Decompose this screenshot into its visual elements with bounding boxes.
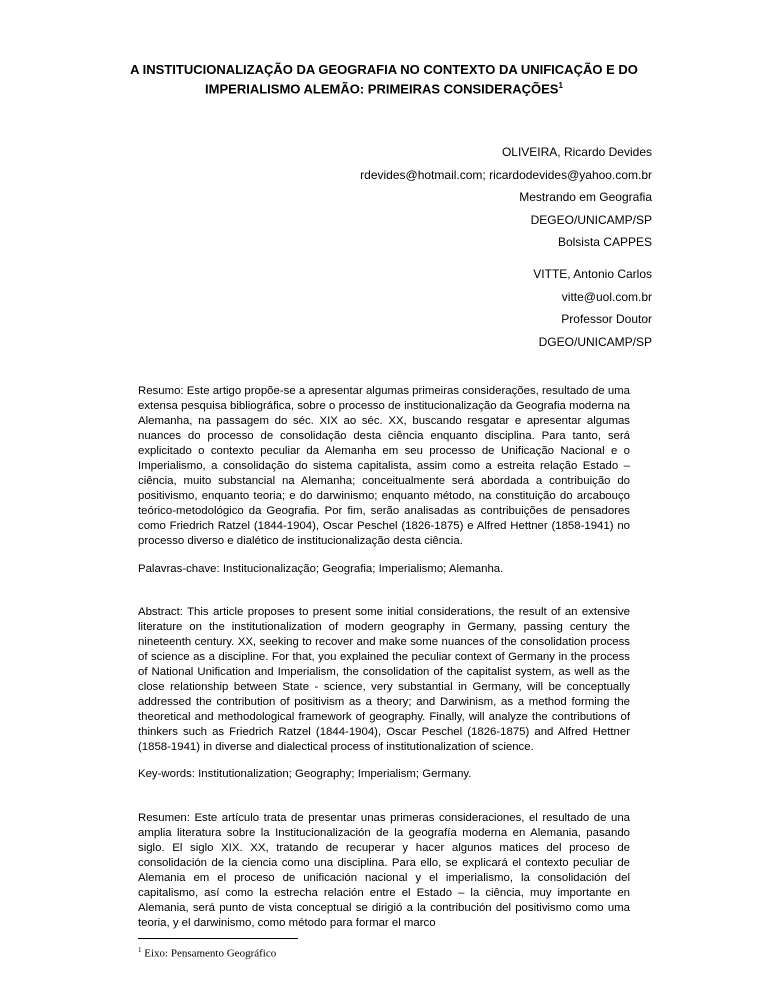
author-1-affiliation [360,145,652,258]
footnote-divider [138,938,298,939]
author-2-degree: Professor Doutor [561,312,652,327]
footnote-text: Eixo: Pensamento Geográfico [141,947,277,960]
title-line-1: A INSTITUCIONALIZAÇÃO DA GEOGRAFIA NO CONTEXTO DA UNIFICAÇÃO E DO [130,62,638,77]
keywords: Key-words: Institutionalization; Geography; Imperialism; Germany. [138,768,472,780]
title-line-2 [110,78,658,97]
paper-title [110,62,658,97]
author-1-name: OLIVEIRA, Ricardo Devides [501,145,652,159]
title-line-2-text: IMPERIALISMO ALEMÃO: PRIMEIRAS CONSIDERAÇÕES [205,81,559,97]
author-1-degree: Mestrando em Geografia [519,190,652,205]
resumo-paragraph: Resumo: Este artigo propõe-se a apresentar algumas primeiras considerações, resultado de uma extensa pesquisa bibliográfica, sobre o processo de institucionalização da Geografia moderna na Alemanha, na passagem do séc. XIX ao séc. XX, buscando resgatar e apresentar algumas nuances do processo de consolidação desta ciência enquanto disciplina. Para tanto, será explicitado o contexto peculiar da Alemanha em seu processo de Unificação Nacional e o Imperialismo, a consolidação do sistema capitalista, assim como a estreita relação Estado – ciência, muito substancial na Alemanha; conceitualmente será abordada a contribuição do positivismo, enquanto teoria; e do darwinismo; enquanto método, na constituição do arcabouço teórico-metodológico da Geografia. Por fim, serão analisadas as contribuições de pensadores como Friedrich Ratzel (1844-1904), Oscar Peschel (1826-1875) e Alfred Hettner (1858-1941) no processo diverso e dialético de institucionalização desta ciência. [138,385,630,547]
author-2-dept: DGEO/UNICAMP/SP [538,334,652,349]
author-2-name: VITTE, Antonio Carlos [533,267,652,281]
author-2-affiliation [533,267,652,357]
footnote [138,946,276,960]
author-2-email: vitte@uol.com.br [561,289,652,304]
resumen-paragraph: Resumen: Este artículo trata de presentar unas primeras consideraciones, el resultado de una amplia literatura sobre la Institucionalización de la geografía moderna en Alemania, pasando siglo. El siglo XIX. XX, tratando de recuperar y hacer algunos matices del proceso de consolidación de la ciencia como una disciplina. Para ello, se explicará el contexto peculiar de Alemania em el proceso de unificación nacional y el imperialismo, la consolidación del capitalismo, así como la estrecha relación entre el Estado – la ciência, muy importante en Alemania, será punto de vista conceptual se dirigió a la contribución del positivismo como uma teoria, y el darwinismo, como método para formar el marco [138,812,630,929]
palavras-chave: Palavras-chave: Institucionalização; Geografia; Imperialismo; Alemanha. [138,563,504,575]
author-1-dept: DEGEO/UNICAMP/SP [530,212,652,227]
title-footnote-mark: 1 [558,81,563,90]
footnote-mark: 1 [138,946,142,954]
author-1-email: rdevides@hotmail.com; ricardodevides@yahoo.com.br [360,167,652,182]
abstract-paragraph: Abstract: This article proposes to present some initial considerations, the result of an extensive literature on the institutionalization of modern geography in Germany, passing century the nineteenth century. XX, seeking to recover and make some nuances of the consolidation process of science as a discipline. For that, you explained the peculiar context of Germany in the process of National Unification and Imperialism, the consolidation of the capitalist system, as well as the close relationship between State - science, very substantial in Germany, will be conceptually addressed the contribution of positivism as a theory; and Darwinism, as a method forming the theoretical and methodological framework of geography. Finally, will analyze the contributions of thinkers such as Friedrich Ratzel (1844-1904), Oscar Peschel (1826-1875) and Alfred Hettner (1858-1941) in diverse and dialectical process of institutionalization of science. [138,606,630,753]
author-1-grant: Bolsista CAPPES [557,235,652,250]
